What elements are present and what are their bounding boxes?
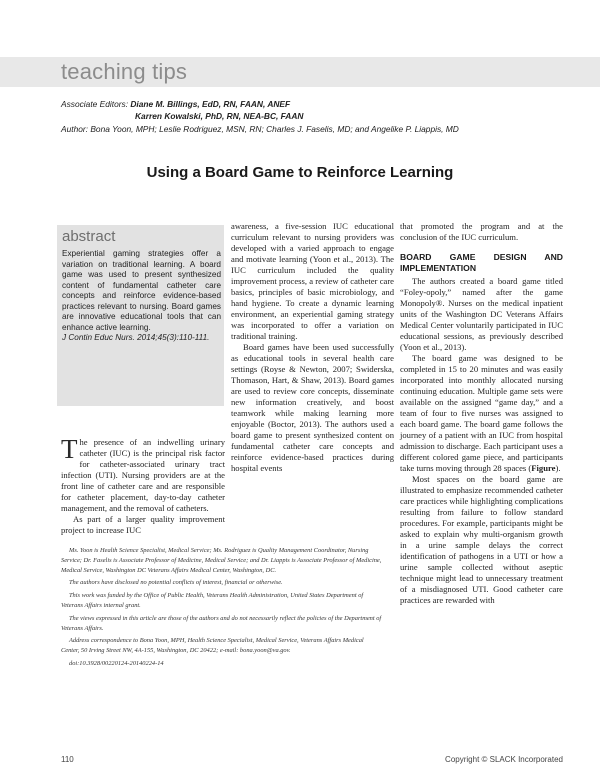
article-title: Using a Board Game to Reinforce Learning bbox=[146, 164, 454, 181]
column-3 bbox=[400, 221, 563, 606]
paragraph-1 bbox=[61, 434, 225, 514]
abstract-text-block bbox=[62, 249, 221, 344]
editors-block bbox=[61, 98, 561, 135]
paragraph-5: that promoted the program and at the conclusion of the IUC curriculum. bbox=[400, 221, 563, 242]
paragraph-7-text: The board game was designed to be completed in 15 to 20 minutes and was easily incorporated into monthly allocated nursing continuing education. Multiple game sets were available on the assigned “game day,” and a team of four to five nurses was assigned to each board game. The board game follows the journey of a patient with an IUC from hospital admission to discharge. Each participant uses a different colored game piece, and participants take turns moving through 28 spaces ( bbox=[400, 353, 563, 473]
paragraph-4: Board games have been used successfully as educational tools in several health care settings (Royse & Newton, 2007; Swiderska, Thomason, Hart, & Shaw, 2013). Board games are used to review core concepts, disseminate new information creatively, and boost teamwork while making learning more enjoyable (Boctor, 2013). The authors used a board game to present synthesized content on fundamental catheter care concepts and reinforce evidence-based practices during hospital events bbox=[231, 342, 394, 473]
drop-cap: T bbox=[61, 434, 78, 464]
editors-line-2 bbox=[61, 110, 561, 122]
editor-name-1: Diane M. Billings, EdD, RN, FAAN, ANEF bbox=[130, 99, 291, 109]
author-line: Author: Bona Yoon, MPH; Leslie Rodriguez, MSN, RN; Charles J. Faselis, MD; and Angelike P. Liappis, MD bbox=[61, 123, 459, 134]
footnote-doi: doi:10.3928/00220124-20140224-14 bbox=[69, 659, 164, 667]
paragraph-3: awareness, a five-session IUC educational curriculum relevant to nursing providers was developed with a varied approach to engage and motivate learning (Yoon et al., 2013). The IUC curriculum included the quality improvement process, a review of catheter care basics, principles of basic microbiology, and hand hygiene. To create a dynamic learning environment, an experiential gaming strategy was incorporated to offer a variation on traditional training. bbox=[231, 221, 394, 341]
section-label: teaching tips bbox=[61, 59, 188, 84]
footnote-conflicts: The authors have disclosed no potential conflicts of interest, financial or otherwise. bbox=[69, 579, 283, 587]
figure-reference: Figure bbox=[531, 463, 556, 473]
editors-line-1 bbox=[61, 98, 561, 110]
paragraph-8: Most spaces on the board game are illustrated to emphasize recommended catheter care practices while highlighting complications resulting from failure to follow standard procedures. For example, participants might be asked to explain why multi-organism growth in a urine sample delays the correct identification of pathogens in a UTI or how a urine sample collected without aseptic technique might lead to unnecessary treatment of a misdiagnosed UTI. Good catheter care practices are rewarded with bbox=[400, 474, 563, 605]
paragraph-7 bbox=[400, 353, 563, 474]
abstract-box bbox=[57, 225, 224, 406]
editor-name-2: Karren Kowalski, PhD, RN, NEA-BC, FAAN bbox=[135, 111, 304, 122]
abstract-text: Experiential gaming strategies offer a variation on traditional learning. A board game was used to present synthesized content of fundamental catheter care concepts and reinforce evidence-based practices relevant to nursing. Board games are innovative educational tools that can enhance active learning. bbox=[62, 249, 221, 332]
footnote-funding: This work was funded by the Office of Public Health, Veterans Health Administration, United States Department of Veterans Affairs internal grant. bbox=[61, 592, 364, 609]
page-number: 110 bbox=[61, 755, 74, 764]
column-1 bbox=[61, 434, 225, 536]
footnotes bbox=[61, 546, 383, 672]
editors-prefix: Associate Editors: bbox=[61, 99, 129, 109]
section-heading: BOARD GAME DESIGN AND IMPLEMENTATION bbox=[400, 252, 563, 273]
paragraph-7-end: ). bbox=[555, 463, 561, 473]
copyright-notice: Copyright © SLACK Incorporated bbox=[445, 755, 563, 764]
footnote-correspondence: Address correspondence to Bona Yoon, MPH, Health Science Specialist, Medical Service, Veterans Affairs Medical Center, 50 Irving Street NW, 4A-155, Washington, DC 20422; e-mail: bona.yoon@va.gov. bbox=[61, 637, 364, 655]
footnote-affiliations: Ms. Yoon is Health Science Specialist, Medical Service; Ms. Rodriguez is Quality Management Coordinator, Nursing Service; Dr. Faselis is Associate Professor of Medicine, Medical Service; and Dr. Liappis is Associate Professor of Medicine, Medical Service, Washington DC Veterans Affairs Medical Center, Washington, DC. bbox=[61, 547, 382, 574]
footnote-disclaimer: The views expressed in this article are those of the authors and do not necessarily reflect the policies of the Department of Veterans Affairs. bbox=[61, 614, 382, 632]
column-2 bbox=[231, 221, 394, 474]
paragraph-2: As part of a larger quality improvement project to increase IUC bbox=[61, 514, 225, 535]
paragraph-1-text: he presence of an indwelling urinary catheter (IUC) is the principal risk factor for catheter-associated urinary tract infection (UTI). Nursing providers are at the front line of catheter care and are responsible for catheter placement, day-to-day catheter management, and the removal of catheters. bbox=[61, 437, 225, 513]
abstract-citation: J Contin Educ Nurs. 2014;45(3):110-111. bbox=[62, 333, 210, 342]
paragraph-6: The authors created a board game titled “Foley-opoly,” named after the game Monopoly®. Nurses on the medical inpatient units of the Washington DC Veterans Affairs Medical Center voluntarily participated in IUC educational sessions, as previously described (Yoon et al., 2013). bbox=[400, 276, 563, 352]
abstract-heading: abstract bbox=[62, 228, 116, 245]
